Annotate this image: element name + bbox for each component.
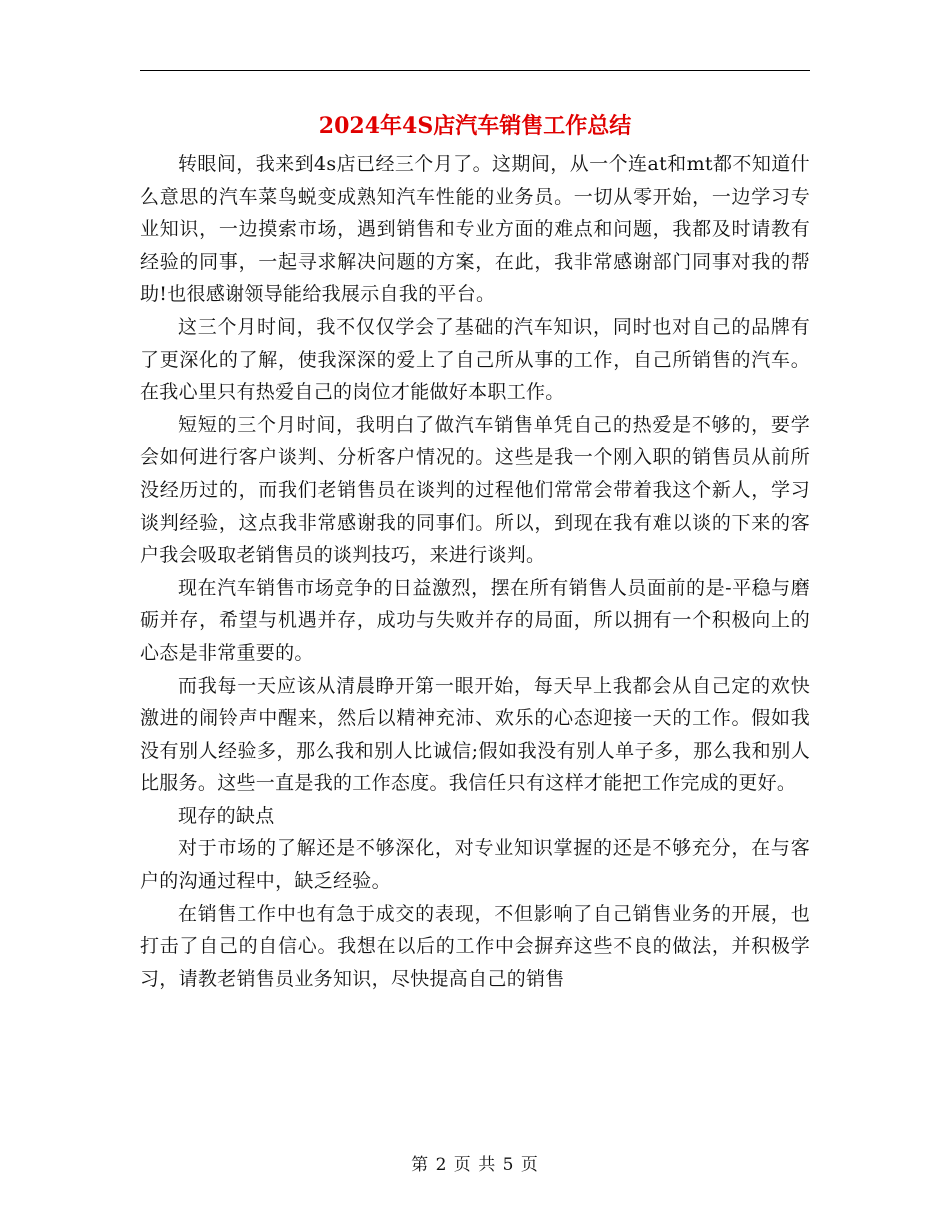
paragraph: 现在汽车销售市场竞争的日益激烈，摆在所有销售人员面前的是-平稳与磨砺并存，希望与机遇并存，成功与失败并存的局面，所以拥有一个积极向上的心态是非常重要的。 — [140, 576, 810, 664]
page-number: 第 2 页 共 5 页 — [411, 1155, 539, 1175]
header-rule — [140, 70, 810, 71]
paragraph: 转眼间，我来到4s店已经三个月了。这期间，从一个连at和mt都不知道什么意思的汽车菜鸟蜕变成熟知汽车性能的业务员。一切从零开始，一边学习专业知识，一边摸索市场，遇到销售和专业方面的难点和问题，我都及时请教有经验的同事，一起寻求解决问题的方案，在此，我非常感谢部门同事对我的帮助!也很感谢领导能给我展示自我的平台。 — [140, 153, 810, 306]
paragraph: 短短的三个月时间，我明白了做汽车销售单凭自己的热爱是不够的，要学会如何进行客户谈判、分析客户情况的。这些是我一个刚入职的销售员从前所没经历过的，而我们老销售员在谈判的过程他们常常会带着我这个新人，学习谈判经验，这点我非常感谢我的同事们。所以，到现在我有难以谈的下来的客户我会吸取老销售员的谈判技巧，来进行谈判。 — [140, 413, 810, 567]
document-title: 2024年4S店汽车销售工作总结 — [318, 113, 632, 139]
section-heading: 现存的缺点 — [178, 804, 275, 827]
paragraph: 而我每一天应该从清晨睁开第一眼开始，每天早上我都会从自己定的欢快激进的闹铃声中醒来，然后以精神充沛、欢乐的心态迎接一天的工作。假如我没有别人经验多，那么我和别人比诚信;假如我没有别人单子多，那么我和别人比服务。这些一直是我的工作态度。我信任只有这样才能把工作完成的更好。 — [140, 674, 810, 795]
document-body — [140, 148, 810, 995]
paragraph: 在销售工作中也有急于成交的表现，不但影响了自己销售业务的开展，也打击了自己的自信心。我想在以后的工作中会摒弃这些不良的做法，并积极学习，请教老销售员业务知识，尽快提高自己的销售 — [140, 902, 810, 990]
paragraph: 这三个月时间，我不仅仅学会了基础的汽车知识，同时也对自己的品牌有了更深化的了解，使我深深的爱上了自己所从事的工作，自己所销售的汽车。在我心里只有热爱自己的岗位才能做好本职工作。 — [140, 315, 810, 404]
paragraph: 对于市场的了解还是不够深化，对专业知识掌握的还是不够充分，在与客户的沟通过程中，缺乏经验。 — [140, 837, 810, 893]
